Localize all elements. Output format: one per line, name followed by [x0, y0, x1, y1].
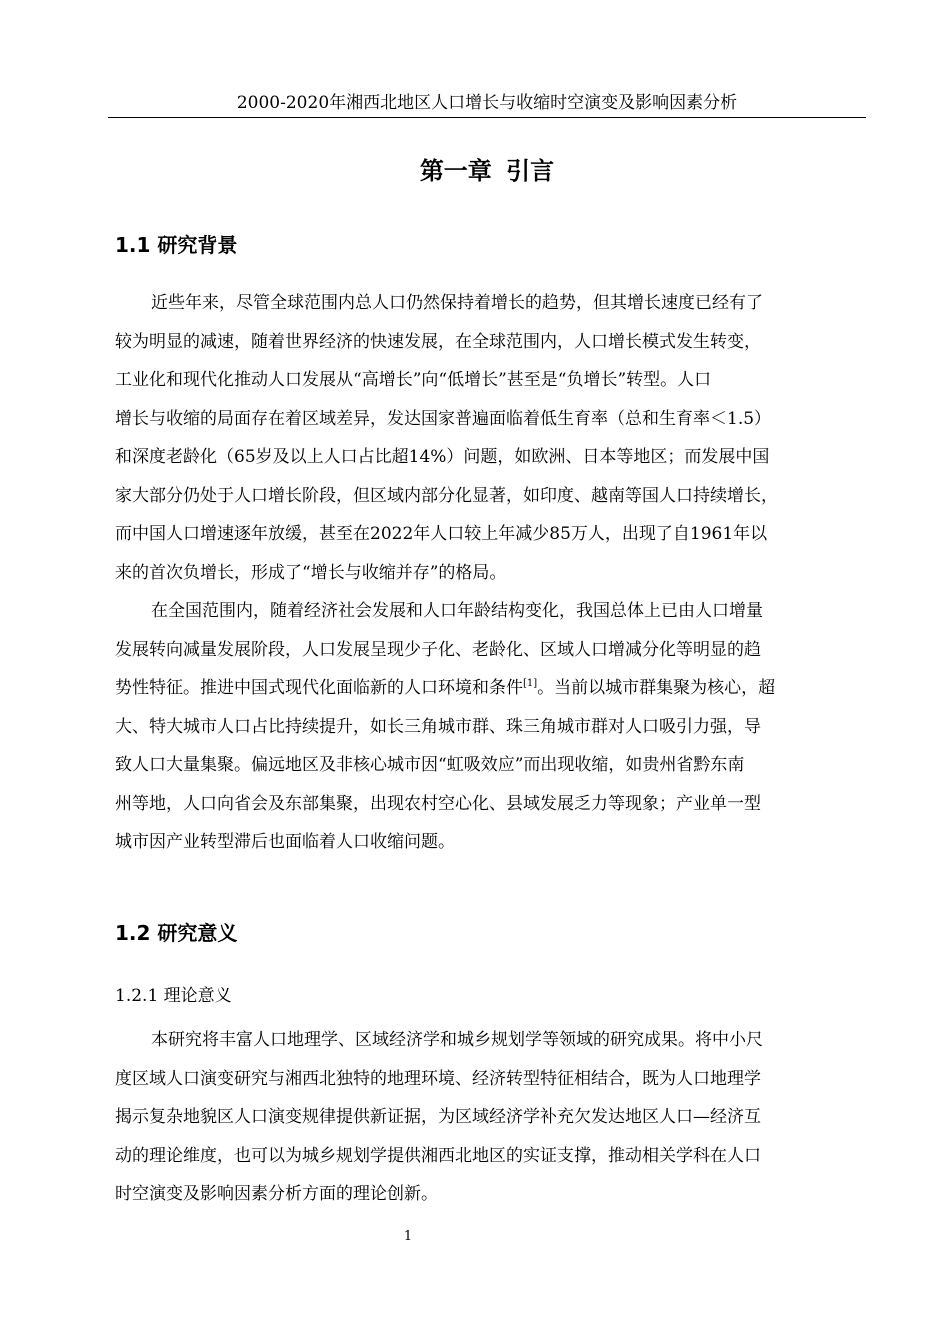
- page-number: 1: [403, 1229, 413, 1244]
- paragraph-theoretical-significance: [115, 1021, 763, 1214]
- section-heading-research-background: 1.1 研究背景: [115, 233, 238, 257]
- text-line: 揭示复杂地貌区人口演变规律提供新证据，为区域经济学补充欠发达地区人口—经济互: [115, 1107, 761, 1127]
- text-line: 家大部分仍处于人口增长阶段，但区域内部分化显著，如印度、越南等国人口持续增长，: [115, 485, 778, 506]
- text-line-with-citation: [115, 669, 775, 708]
- paragraph-national-population: [115, 592, 775, 862]
- citation-reference[interactable]: [1]: [523, 678, 538, 689]
- text-line: 时空演变及影响因素分析方面的理论创新。: [115, 1184, 438, 1204]
- text-line: 度区域人口演变研究与湘西北独特的地理环境、经济转型特征相结合，既为人口地理学: [115, 1068, 761, 1089]
- running-header: 2000-2020年湘西北地区人口增长与收缩时空演变及影响因素分析: [236, 93, 738, 113]
- text-line: 州等地，人口向省会及东部集聚，出现农村空心化、县域发展乏力等现象；产业单一型: [115, 793, 761, 814]
- text-line: 工业化和现代化推动人口发展从“高增长”向“低增长”甚至是“负增长”转型。人口: [115, 370, 712, 390]
- text-line: 发展转向减量发展阶段，人口发展呈现少子化、老龄化、区域人口增减分化等明显的趋: [115, 639, 761, 660]
- text-segment: 势性特征。推进中国式现代化面临新的人口环境和条件: [115, 678, 523, 698]
- text-line: 大、特大城市人口占比持续提升，如长三角城市群、珠三角城市群对人口吸引力强，导: [115, 716, 761, 737]
- text-line: 增长与收缩的局面存在着区域差异，发达国家普遍面临着低生育率（总和生育率＜1.5）: [115, 408, 772, 429]
- text-line: 近些年来，尽管全球范围内总人口仍然保持着增长的趋势，但其增长速度已经有了: [151, 293, 763, 313]
- chapter-title: 第一章 引言: [419, 157, 555, 185]
- text-line: 城市因产业转型滞后也面临着人口收缩问题。: [115, 832, 455, 852]
- header-rule: [108, 117, 866, 118]
- section-heading-research-significance: 1.2 研究意义: [115, 921, 238, 945]
- text-line: 本研究将丰富人口地理学、区域经济学和城乡规划学等领域的研究成果。将中小尺: [151, 1030, 763, 1050]
- subsection-heading-theoretical-significance: 1.2.1 理论意义: [115, 986, 232, 1006]
- text-line: 而中国人口增速逐年放缓，甚至在2022年人口较上年减少85万人，出现了自1961年以: [115, 524, 768, 544]
- paragraph-global-population: [115, 284, 778, 592]
- text-line: 来的首次负增长，形成了“增长与收缩并存”的格局。: [115, 562, 507, 583]
- text-line: 动的理论维度，也可以为城乡规划学提供湘西北地区的实证支撑，推动相关学科在人口: [115, 1145, 761, 1166]
- text-line: 致人口大量集聚。偏远地区及非核心城市因“虹吸效应”而出现收缩，如贵州省黔东南: [115, 755, 745, 775]
- text-line: 在全国范围内，随着经济社会发展和人口年龄结构变化，我国总体上已由人口增量: [151, 601, 763, 621]
- text-segment: 。当前以城市群集聚为核心，超: [537, 678, 776, 698]
- text-line: 较为明显的减速，随着世界经济的快速发展，在全球范围内，人口增长模式发生转变，: [115, 331, 761, 352]
- text-line: 和深度老龄化（65岁及以上人口占比超14%）问题，如欧洲、日本等地区；而发展中国: [115, 447, 770, 467]
